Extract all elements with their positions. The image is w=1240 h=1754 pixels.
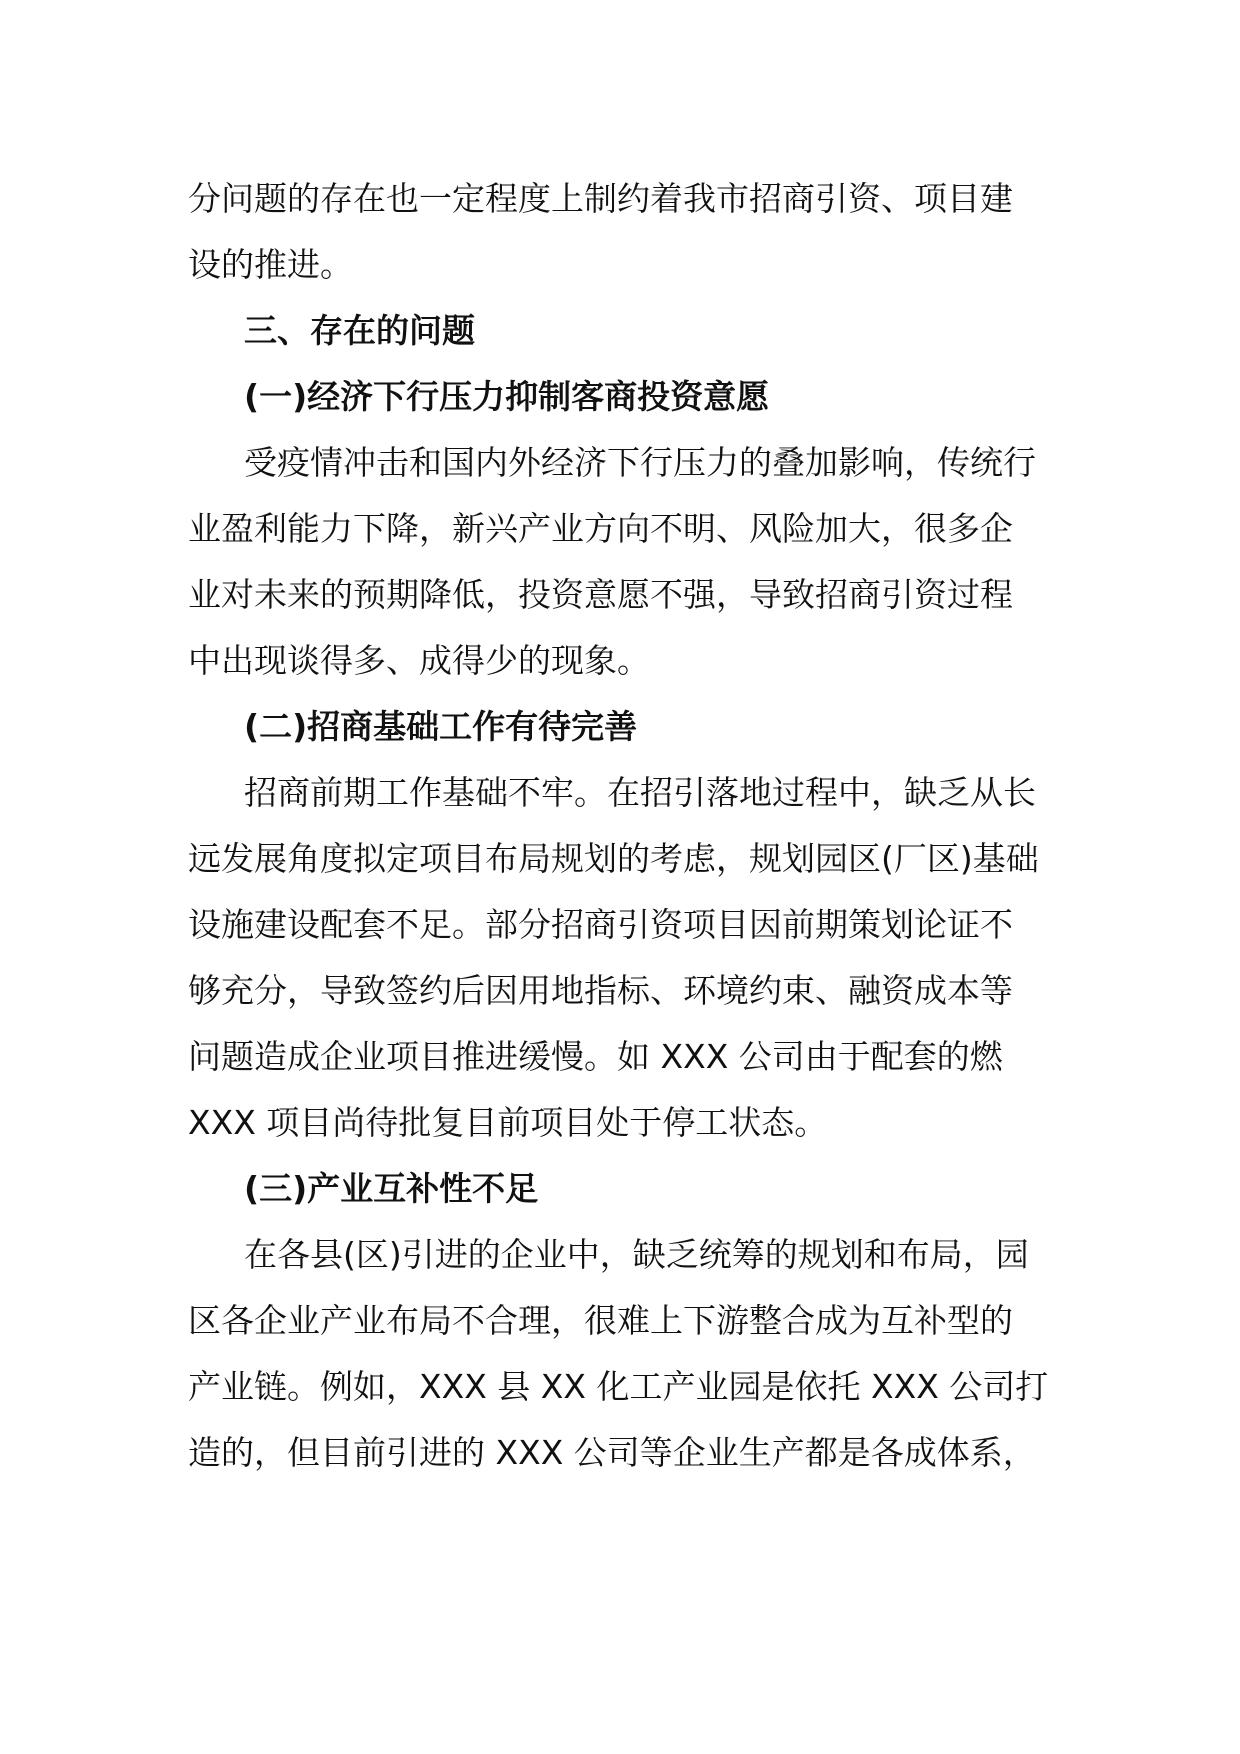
document-body: [188, 166, 1064, 1486]
paragraph-line: 区各企业产业布局不合理，很难上下游整合成为互补型的: [188, 1301, 1013, 1340]
paragraph-line: 问题造成企业项目推进缓慢。如 XXX 公司由于配套的燃: [188, 1037, 1003, 1076]
paragraph-line: 中出现谈得多、成得少的现象。: [188, 641, 650, 680]
paragraph-line: 受疫情冲击和国内外经济下行压力的叠加影响，传统行: [244, 443, 1036, 482]
section-heading: 三、存在的问题: [244, 311, 475, 350]
paragraph-line: 业对未来的预期降低，投资意愿不强，导致招商引资过程: [188, 575, 1013, 614]
paragraph-line: 招商前期工作基础不牢。在招引落地过程中，缺乏从长: [244, 773, 1036, 812]
paragraph-line: 远发展角度拟定项目布局规划的考虑，规划园区(厂区)基础: [188, 839, 1039, 878]
section-heading: (三)产业互补性不足: [244, 1169, 539, 1208]
paragraph-line: 业盈利能力下降，新兴产业方向不明、风险加大，很多企: [188, 509, 1013, 548]
paragraph-line: XXX 项目尚待批复目前项目处于停工状态。: [188, 1103, 828, 1142]
paragraph-line: 分问题的存在也一定程度上制约着我市招商引资、项目建: [188, 179, 1013, 218]
paragraph-line: 在各县(区)引进的企业中，缺乏统筹的规划和布局，园: [244, 1235, 1029, 1274]
paragraph-line: 产业链。例如，XXX 县 XX 化工产业园是依托 XXX 公司打: [188, 1367, 1049, 1406]
section-heading: (一)经济下行压力抑制客商投资意愿: [244, 377, 770, 416]
paragraph-line: 够充分，导致签约后因用地指标、环境约束、融资成本等: [188, 971, 1013, 1010]
paragraph-line: 设的推进。: [188, 245, 353, 284]
section-heading: (二)招商基础工作有待完善: [244, 707, 638, 746]
paragraph-line: 造的，但目前引进的 XXX 公司等企业生产都是各成体系，: [188, 1433, 1036, 1472]
paragraph-line: 设施建设配套不足。部分招商引资项目因前期策划论证不: [188, 905, 1013, 944]
